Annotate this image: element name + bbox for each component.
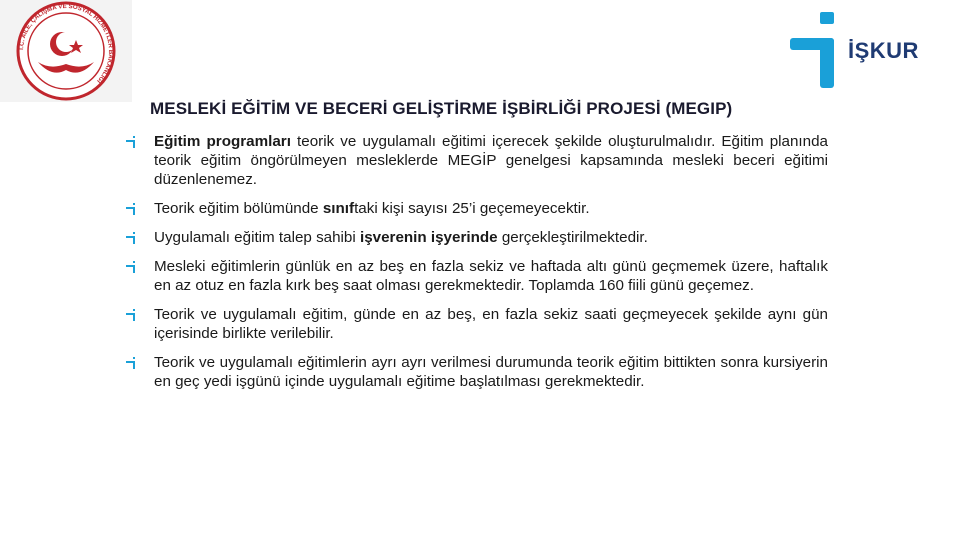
bullet-marker-icon [126,309,138,321]
bullet-marker-icon [126,357,138,369]
bullet-text-segment: teorik ve uygulamalı eğitimi içerecek şekilde oluşturulmalıdır. Eğitim planında teorik eğitim öngörülmeyen mesleklerde MEGİP genelgesi kapsamında mesleki beceri eğitimi düzenlenemez. [154,133,828,188]
bullet-text-segment: Teorik ve uygulamalı eğitim, günde en az beş, en fazla sekiz saati geçmeyecek şekilde aynı gün içerisinde birlikte verilebilir. [154,306,828,342]
iskur-logo-text: İŞKUR [848,38,919,63]
bullet-text-segment: Uygulamalı eğitim talep sahibi [154,229,360,246]
bullet-list [126,132,828,401]
bullet-marker-icon [126,232,138,244]
bullet-marker-icon [126,203,138,215]
bullet-marker-icon [126,136,138,148]
ministry-seal-icon [0,0,132,102]
bullet-text-segment: Teorik ve uygulamalı eğitimlerin ayrı ayrı verilmesi durumunda teorik eğitim bittikten sonra kursiyerin en geç yedi işgünü içinde uygulamalı eğitime başlatılması gerekmektedir. [154,354,828,390]
bullet-text-segment: sınıf [322,200,355,217]
bullet-marker-icon [126,261,138,273]
bullet-item [126,132,828,189]
bullet-text-segment: Eğitim programları [154,133,291,150]
bullet-item [126,228,828,247]
bullet-text-segment: Teorik eğitim bölümünde [154,200,323,217]
bullet-text-segment: işverenin işyerinde [359,229,498,246]
ministry-logo [0,0,132,102]
iskur-logo [786,8,946,90]
seal-ring-text: T.C. AİLE, ÇALIŞMA VE SOSYAL HİZMETLER BAKANLIĞI [17,2,115,85]
bullet-text-segment: gerçekleştirilmektedir. [497,229,648,246]
bullet-item [126,353,828,391]
bullet-item [126,199,828,218]
bullet-text-segment: taki kişi sayısı 25’i geçemeyecektir. [354,200,590,217]
page-title: MESLEKİ EĞİTİM VE BECERİ GELİŞTİRME İŞBİRLİĞİ PROJESİ (MEGIP) [150,99,733,118]
bullet-item [126,305,828,343]
bullet-text-segment: Mesleki eğitimlerin günlük en az beş en fazla sekiz ve haftada altı günü geçmemek üzere, haftalık en az otuz en fazla kırk beş saat olması gerekmektedir. Toplamda 160 fiili günü geçemez. [154,258,828,294]
bullet-item [126,257,828,295]
